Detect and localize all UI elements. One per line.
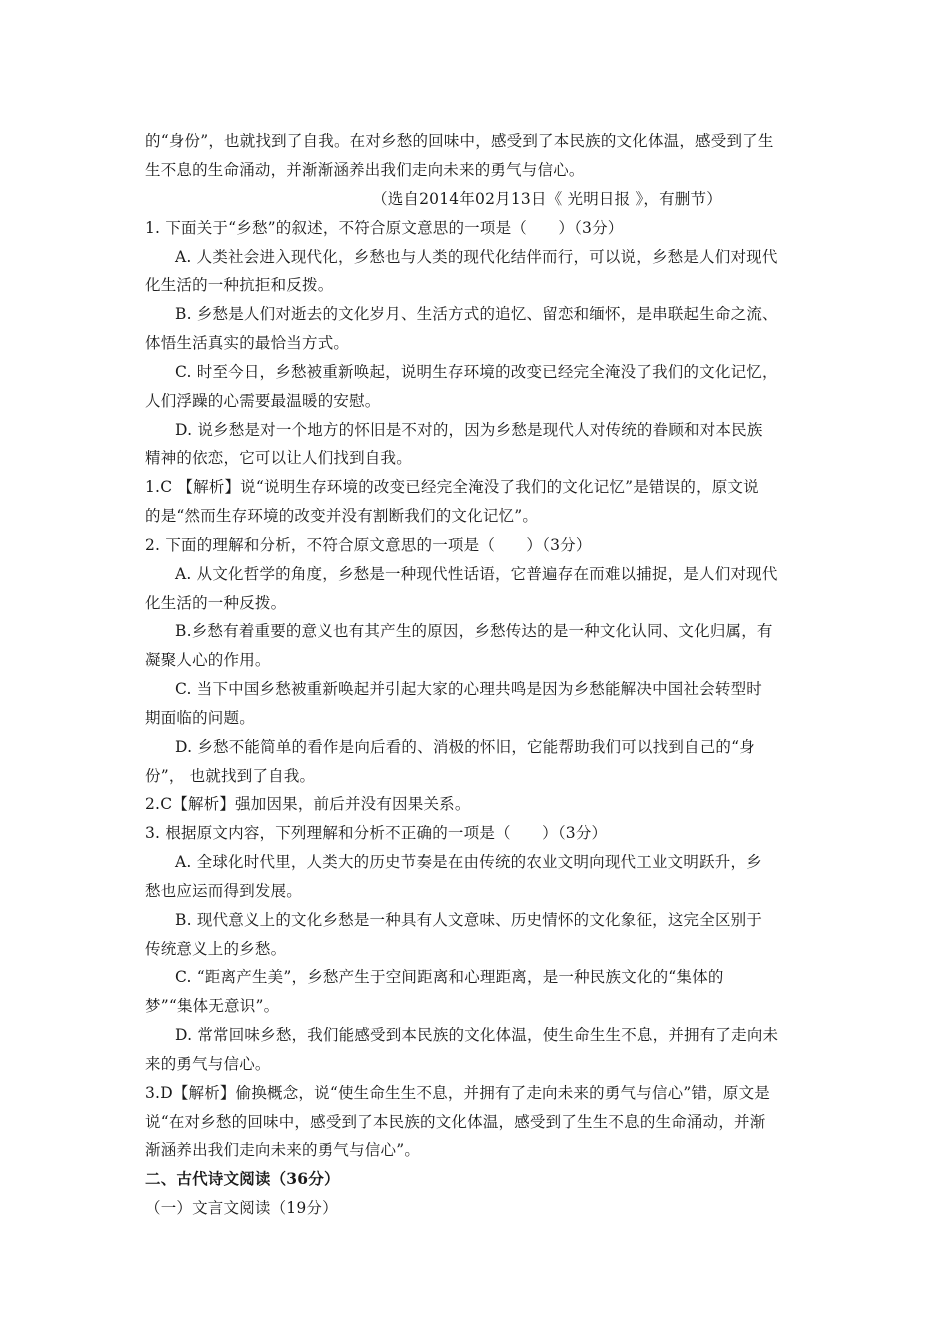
subsection-heading: （一）文言文阅读（19分）	[145, 1199, 338, 1217]
q1-option-d-line-2: 精神的依恋，它可以让人们找到自我。	[145, 449, 412, 467]
q2-option-a-line-2: 化生活的一种反拨。	[145, 594, 287, 612]
q3-answer-line-1: 3.D【解析】偷换概念，说“使生命生生不息，并拥有了走向未来的勇气与信心”错，原文是	[145, 1084, 770, 1102]
intro-line-2: 生不息的生命涌动，并渐渐涵养出我们走向未来的勇气与信心。	[145, 161, 585, 179]
q3-option-d-line-2: 来的勇气与信心。	[145, 1055, 271, 1073]
q2-option-d-line-2: 份”， 也就找到了自我。	[145, 767, 316, 785]
q3-answer-line-2: 说“在对乡愁的回味中，感受到了本民族的文化体温，感受到了生生不息的生命涌动，并渐	[145, 1113, 766, 1131]
q1-option-c-line-1: C. 时至今日，乡愁被重新唤起，说明生存环境的改变已经完全淹没了我们的文化记忆，	[175, 363, 778, 381]
q1-option-d-line-1: D. 说乡愁是对一个地方的怀旧是不对的，因为乡愁是现代人对传统的眷顾和对本民族	[175, 421, 763, 439]
q1-answer-line-1: 1.C 【解析】说“说明生存环境的改变已经完全淹没了我们的文化记忆”是错误的，原文说	[145, 478, 759, 496]
q3-option-a-line-2: 愁也应运而得到发展。	[145, 882, 303, 900]
q3-option-a-line-1: A. 全球化时代里，人类大的历史节奏是在由传统的农业文明向现代工业文明跃升，乡	[175, 853, 762, 871]
section-heading: 二、古代诗文阅读（36分）	[145, 1169, 340, 1188]
question-3-stem: 3. 根据原文内容，下列理解和分析不正确的一项是（ ）（3分）	[145, 824, 608, 842]
q2-option-b-line-2: 凝聚人心的作用。	[145, 651, 271, 669]
q1-option-b-line-2: 体悟生活真实的最恰当方式。	[145, 334, 350, 352]
q2-option-a-line-1: A. 从文化哲学的角度，乡愁是一种现代性话语，它普遍存在而难以捕捉，是人们对现代	[175, 565, 778, 583]
q1-option-a-line-1: A. 人类社会进入现代化，乡愁也与人类的现代化结伴而行，可以说，乡愁是人们对现代	[175, 248, 778, 266]
q3-option-b-line-2: 传统意义上的乡愁。	[145, 940, 287, 958]
question-2-stem: 2. 下面的理解和分析，不符合原文意思的一项是（ ）（3分）	[145, 536, 592, 554]
q1-option-a-line-2: 化生活的一种抗拒和反拨。	[145, 276, 334, 294]
intro-line-1: 的“身份”，也就找到了自我。在对乡愁的回味中，感受到了本民族的文化体温，感受到了生	[145, 132, 774, 150]
q2-answer-line-1: 2.C【解析】强加因果，前后并没有因果关系。	[145, 795, 471, 813]
q1-option-c-line-2: 人们浮躁的心需要最温暖的安慰。	[145, 392, 381, 410]
q2-option-c-line-2: 期面临的问题。	[145, 709, 255, 727]
q3-option-b-line-1: B. 现代意义上的文化乡愁是一种具有人文意味、历史情怀的文化象征，这完全区别于	[175, 911, 763, 929]
source-citation: （选自2014年02月13日《 光明日报 》，有删节）	[372, 190, 722, 208]
q1-option-b-line-1: B. 乡愁是人们对逝去的文化岁月、生活方式的追忆、留恋和缅怀，是串联起生命之流、	[175, 305, 778, 323]
q2-option-c-line-1: C. 当下中国乡愁被重新唤起并引起大家的心理共鸣是因为乡愁能解决中国社会转型时	[175, 680, 762, 698]
q2-option-d-line-1: D. 乡愁不能简单的看作是向后看的、消极的怀旧，它能帮助我们可以找到自己的“身	[175, 738, 755, 756]
q3-option-c-line-1: C. “距离产生美”，乡愁产生于空间距离和心理距离，是一种民族文化的“集体的	[175, 968, 724, 986]
q3-answer-line-3: 渐涵养出我们走向未来的勇气与信心”。	[145, 1141, 421, 1159]
question-1-stem: 1. 下面关于“乡愁”的叙述，不符合原文意思的一项是（ ）（3分）	[145, 219, 624, 237]
q3-option-c-line-2: 梦”“集体无意识”。	[145, 997, 280, 1015]
q1-answer-line-2: 的是“然而生存环境的改变并没有割断我们的文化记忆”。	[145, 507, 539, 525]
q2-option-b-line-1: B.乡愁有着重要的意义也有其产生的原因，乡愁传达的是一种文化认同、文化归属，有	[175, 622, 773, 640]
q3-option-d-line-1: D. 常常回味乡愁，我们能感受到本民族的文化体温，使生命生生不息，并拥有了走向未	[175, 1026, 779, 1044]
